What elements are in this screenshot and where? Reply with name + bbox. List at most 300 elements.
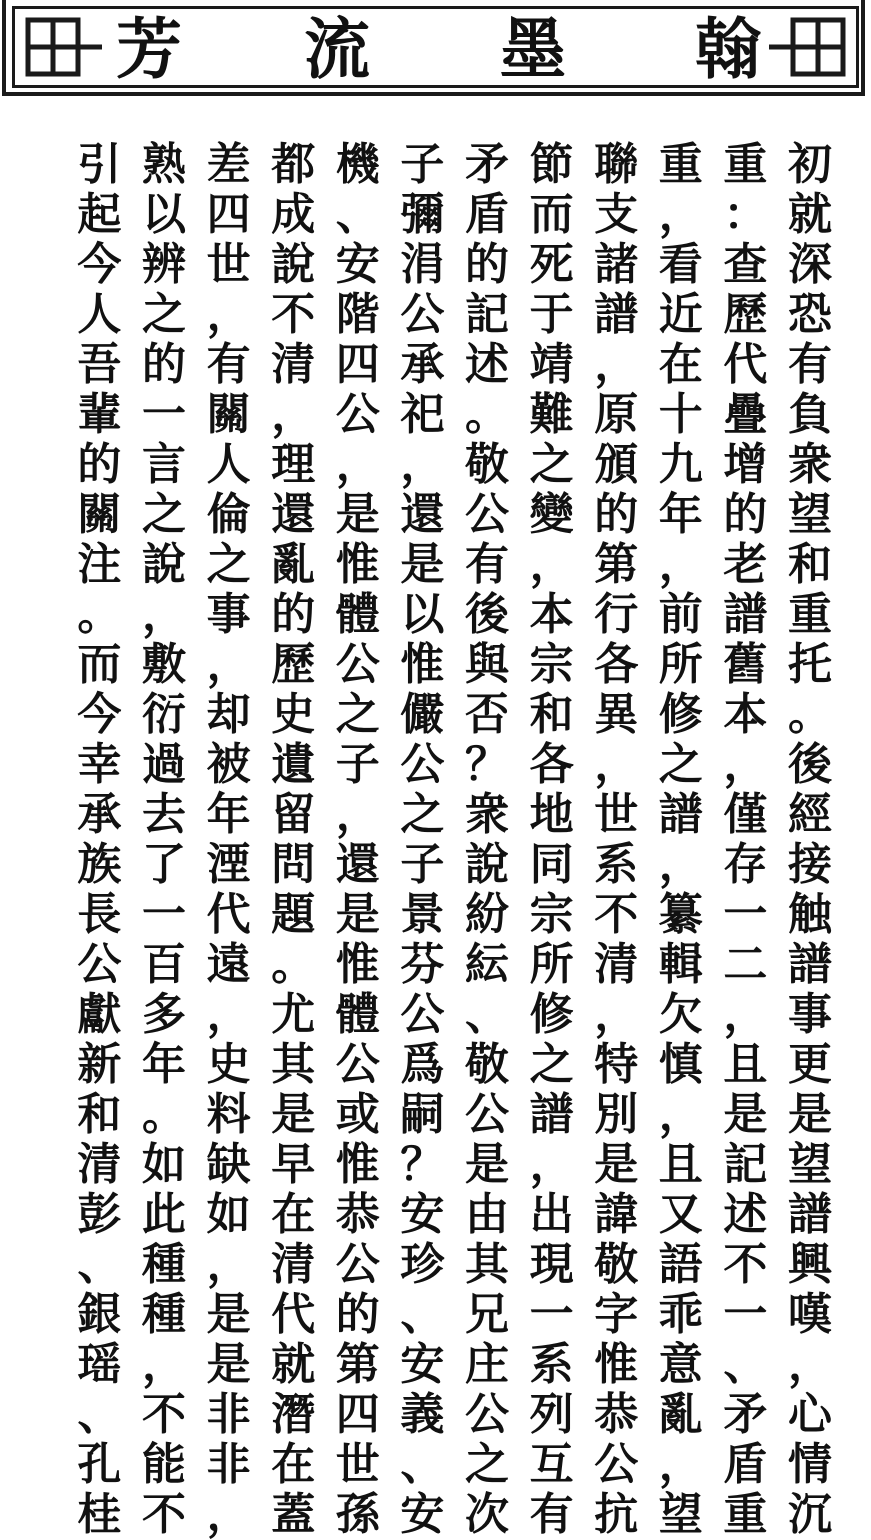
text-char: 望 (788, 489, 832, 540)
text-char: 承 (77, 789, 122, 840)
text-char: 惟 (335, 1139, 380, 1190)
header-title-char: 流 (304, 10, 370, 88)
text-char: 非 (206, 1439, 251, 1490)
text-char: 公 (335, 639, 380, 690)
text-char: 倫 (206, 489, 251, 540)
text-char: ， (206, 639, 251, 690)
text-char: 深 (788, 239, 832, 290)
text-char: 紜 (465, 939, 509, 990)
text-char: 恭 (335, 1189, 380, 1240)
text-char: 是 (206, 1289, 251, 1340)
text-char: 意 (658, 1339, 703, 1390)
text-char: 差 (206, 139, 251, 190)
text-char: ， (723, 989, 768, 1040)
text-char: 是 (206, 1339, 251, 1390)
text-char: 體 (335, 989, 380, 1040)
text-char: 宗 (529, 889, 574, 940)
text-char: 亂 (271, 539, 316, 590)
text-char: 不 (142, 1489, 186, 1540)
text-char: 子 (335, 739, 380, 790)
text-char: 興 (788, 1239, 832, 1290)
text-char: 今 (77, 239, 122, 290)
text-char: 衆 (465, 789, 509, 840)
text-char: 之 (142, 489, 186, 540)
text-char: 清 (271, 1239, 316, 1290)
text-char: 年 (658, 489, 703, 540)
text-char: 體 (335, 589, 380, 640)
text-char: 第 (335, 1339, 380, 1390)
text-column (522, 139, 582, 1540)
text-char: ： (723, 189, 768, 240)
text-column (780, 139, 840, 1540)
text-char: 各 (529, 739, 574, 790)
text-char: 桂 (77, 1489, 122, 1540)
text-char: 恐 (788, 289, 832, 340)
text-char: 近 (658, 289, 703, 340)
text-char: 題 (271, 889, 316, 940)
text-char: 的 (465, 239, 509, 290)
text-char: 死 (529, 239, 574, 290)
text-char: 、 (400, 1439, 445, 1490)
text-char: 一 (142, 889, 186, 940)
text-char: 所 (658, 639, 703, 690)
text-char: 公 (335, 1239, 380, 1290)
text-column (328, 139, 388, 1540)
text-char: ， (658, 1089, 703, 1140)
text-char: 惟 (335, 939, 380, 990)
text-char: 的 (594, 489, 639, 540)
text-char: 蓋 (271, 1489, 316, 1540)
text-char: 纂 (658, 889, 703, 940)
text-char: 更 (788, 1039, 832, 1090)
text-char: 。 (465, 389, 509, 440)
text-char: 不 (723, 1239, 768, 1290)
text-char: 清 (271, 339, 316, 390)
text-char: 代 (723, 339, 768, 390)
text-char: 一 (723, 889, 768, 940)
text-char: 增 (723, 439, 768, 490)
text-char: 紛 (465, 889, 509, 940)
text-char: 承 (400, 339, 445, 390)
text-char: 安 (400, 1189, 445, 1240)
text-char: 安 (400, 1339, 445, 1390)
text-char: 理 (271, 439, 316, 490)
text-char: 有 (206, 339, 251, 390)
text-char: 。 (271, 939, 316, 990)
text-char: 如 (142, 1139, 186, 1190)
text-char: 公 (465, 489, 509, 540)
text-char: 的 (142, 339, 186, 390)
text-char: 庄 (465, 1339, 509, 1390)
text-char: 多 (142, 989, 186, 1040)
text-char: 諱 (594, 1189, 639, 1240)
text-char: 就 (788, 189, 832, 240)
text-char: 望 (658, 1489, 703, 1540)
text-char: 種 (142, 1289, 186, 1340)
text-char: 托 (788, 639, 832, 690)
text-char: 心 (788, 1389, 832, 1440)
text-char: ， (142, 1339, 186, 1390)
text-char: 關 (77, 489, 122, 540)
text-char: 由 (465, 1189, 509, 1240)
text-char: 留 (271, 789, 316, 840)
text-char: 異 (594, 689, 639, 740)
text-char: ， (788, 1339, 832, 1390)
text-char: 獻 (77, 989, 122, 1040)
text-char: 矛 (723, 1389, 768, 1440)
text-column (715, 139, 775, 1540)
text-char: 系 (594, 839, 639, 890)
text-char: 、 (77, 1389, 122, 1440)
text-char: 嘆 (788, 1289, 832, 1340)
text-char: 遺 (271, 739, 316, 790)
text-char: 以 (400, 589, 445, 640)
text-char: 義 (400, 1389, 445, 1440)
text-char: 彌 (400, 189, 445, 240)
text-char: 嗣 (400, 1089, 445, 1140)
text-char: 是 (271, 1089, 316, 1140)
text-char: ， (400, 439, 445, 490)
text-char: 彭 (77, 1189, 122, 1240)
text-char: 乖 (658, 1289, 703, 1340)
text-char: 。 (142, 1089, 186, 1140)
text-char: 。 (788, 689, 832, 740)
text-char: ， (335, 789, 380, 840)
text-char: 料 (206, 1089, 251, 1140)
text-char: 恭 (594, 1389, 639, 1440)
text-char: 後 (465, 589, 509, 640)
text-char: 譜 (723, 589, 768, 640)
text-char: 或 (335, 1089, 380, 1140)
text-char: 又 (658, 1189, 703, 1240)
text-char: 惟 (594, 1339, 639, 1390)
text-char: 、 (335, 189, 380, 240)
text-char: 子 (400, 139, 445, 190)
text-char: 與 (465, 639, 509, 690)
text-char: 重 (658, 139, 703, 190)
text-char: 支 (594, 189, 639, 240)
text-column (69, 139, 129, 1540)
text-char: 譜 (788, 939, 832, 990)
text-char: ， (206, 1239, 251, 1290)
text-column (263, 139, 323, 1540)
text-char: 譜 (594, 289, 639, 340)
text-char: 。 (77, 589, 122, 640)
text-char: 盾 (465, 189, 509, 240)
text-char: 之 (142, 289, 186, 340)
text-char: 公 (400, 289, 445, 340)
text-char: ， (271, 389, 316, 440)
text-char: 機 (335, 139, 380, 190)
text-char: 芬 (400, 939, 445, 990)
text-char: 公 (335, 1039, 380, 1090)
text-char: 湮 (206, 839, 251, 890)
text-char: 之 (658, 739, 703, 790)
text-char: 尤 (271, 989, 316, 1040)
text-char: ， (723, 739, 768, 790)
text-char: 關 (206, 389, 251, 440)
text-char: 公 (77, 939, 122, 990)
text-char: 重 (723, 139, 768, 190)
text-char: 事 (206, 589, 251, 640)
text-char: 節 (529, 139, 574, 190)
text-char: 重 (788, 589, 832, 640)
text-char: 百 (142, 939, 186, 990)
text-char: ， (529, 1139, 574, 1190)
text-char: 、 (77, 1239, 122, 1290)
text-char: 的 (271, 589, 316, 640)
text-char: 就 (271, 1339, 316, 1390)
text-char: 譜 (658, 789, 703, 840)
text-char: 衆 (788, 439, 832, 490)
text-char: 在 (658, 339, 703, 390)
text-char: 之 (529, 1039, 574, 1090)
text-char: 所 (529, 939, 574, 990)
text-char: 潛 (271, 1389, 316, 1440)
text-char: 修 (529, 989, 574, 1040)
text-char: ？ (465, 739, 509, 790)
text-char: 種 (142, 1239, 186, 1290)
text-char: 述 (723, 1189, 768, 1240)
text-char: 宗 (529, 639, 574, 690)
text-char: 老 (723, 539, 768, 590)
text-char: 頒 (594, 439, 639, 490)
text-char: 同 (529, 839, 574, 890)
text-char: 、 (400, 1289, 445, 1340)
text-char: 出 (529, 1189, 574, 1240)
text-char: 是 (465, 1139, 509, 1190)
text-char: 過 (142, 739, 186, 790)
text-char: 年 (206, 789, 251, 840)
text-char: ， (142, 589, 186, 640)
text-char: 諸 (594, 239, 639, 290)
text-char: 和 (77, 1089, 122, 1140)
text-char: 四 (335, 339, 380, 390)
text-char: 第 (594, 539, 639, 590)
text-char: 一 (723, 1289, 768, 1340)
text-char: 是 (723, 1089, 768, 1140)
text-char: 世 (594, 789, 639, 840)
text-char: 變 (529, 489, 574, 540)
text-char: 族 (77, 839, 122, 890)
text-char: 經 (788, 789, 832, 840)
text-char: 代 (206, 889, 251, 940)
text-char: ， (206, 1489, 251, 1540)
text-char: 之 (206, 539, 251, 590)
text-char: 說 (142, 539, 186, 590)
text-char: 字 (594, 1289, 639, 1340)
text-char: 遠 (206, 939, 251, 990)
text-char: 有 (465, 539, 509, 590)
text-char: 語 (658, 1239, 703, 1290)
text-char: 吾 (77, 339, 122, 390)
text-char: 難 (529, 389, 574, 440)
text-char: 今 (77, 689, 122, 740)
text-char: 事 (788, 989, 832, 1040)
text-char: 之 (465, 1439, 509, 1490)
text-char: 史 (206, 1039, 251, 1090)
text-char: 祀 (400, 389, 445, 440)
text-char: 望 (788, 1139, 832, 1190)
text-char: 看 (658, 239, 703, 290)
text-char: 和 (529, 689, 574, 740)
text-char: 敷 (142, 639, 186, 690)
text-char: 查 (723, 239, 768, 290)
text-char: 之 (335, 689, 380, 740)
text-char: ， (206, 989, 251, 1040)
text-char: 代 (271, 1289, 316, 1340)
text-column (392, 139, 452, 1540)
text-char: 能 (142, 1439, 186, 1490)
text-char: 人 (77, 289, 122, 340)
text-char: 公 (465, 1089, 509, 1140)
text-char: 譜 (788, 1189, 832, 1240)
text-char: ？ (400, 1139, 445, 1190)
text-char: 說 (271, 239, 316, 290)
text-char: ， (529, 539, 574, 590)
text-char: 情 (788, 1439, 832, 1490)
text-char: 且 (723, 1039, 768, 1090)
text-char: 珍 (400, 1239, 445, 1290)
text-char: 涓 (400, 239, 445, 290)
text-char: 各 (594, 639, 639, 690)
text-char: 慎 (658, 1039, 703, 1090)
text-char: 地 (529, 789, 574, 840)
text-char: 一 (142, 389, 186, 440)
text-char: 記 (465, 289, 509, 340)
text-char: 現 (529, 1239, 574, 1290)
text-char: 如 (206, 1189, 251, 1240)
text-char: 別 (594, 1089, 639, 1140)
text-char: 述 (465, 339, 509, 390)
text-column (651, 139, 711, 1540)
text-char: 長 (77, 889, 122, 940)
text-char: 修 (658, 689, 703, 740)
text-char: 其 (271, 1039, 316, 1090)
text-char: 公 (400, 989, 445, 1040)
header-title-char: 翰 (695, 10, 761, 88)
text-char: 歷 (271, 639, 316, 690)
text-char: 非 (206, 1389, 251, 1440)
fret-ornament-right (769, 12, 857, 82)
text-char: 儼 (400, 689, 445, 740)
text-char: 靖 (529, 339, 574, 390)
text-char: 敬 (465, 1039, 509, 1090)
text-char: 新 (77, 1039, 122, 1090)
text-char: 公 (594, 1439, 639, 1490)
text-char: 起 (77, 189, 122, 240)
text-column (586, 139, 646, 1540)
text-char: 本 (529, 589, 574, 640)
text-char: ， (594, 339, 639, 390)
text-char: ， (594, 739, 639, 790)
text-char: 否 (465, 689, 509, 740)
text-char: 前 (658, 589, 703, 640)
text-char: 惟 (335, 539, 380, 590)
text-char: 衍 (142, 689, 186, 740)
text-char: 的 (77, 439, 122, 490)
text-char: 史 (271, 689, 316, 740)
text-char: 舊 (723, 639, 768, 690)
text-char: 被 (206, 739, 251, 790)
text-char: 說 (465, 839, 509, 890)
text-char: 此 (142, 1189, 186, 1240)
text-char: 早 (271, 1139, 316, 1190)
text-char: 景 (400, 889, 445, 940)
text-char: 引 (77, 139, 122, 190)
text-char: 去 (142, 789, 186, 840)
text-char: 存 (723, 839, 768, 890)
text-char: 兄 (465, 1289, 509, 1340)
text-char: 沉 (788, 1489, 832, 1540)
text-char: 瑶 (77, 1339, 122, 1390)
text-char: ， (335, 439, 380, 490)
text-char: 後 (788, 739, 832, 790)
text-char: 次 (465, 1489, 509, 1540)
text-char: 以 (142, 189, 186, 240)
text-char: 聯 (594, 139, 639, 190)
text-char: 辨 (142, 239, 186, 290)
text-char: 重 (723, 1489, 768, 1540)
text-char: 敬 (594, 1239, 639, 1290)
text-char: 人 (206, 439, 251, 490)
text-char: 公 (335, 389, 380, 440)
text-char: 爲 (400, 1039, 445, 1090)
text-char: 却 (206, 689, 251, 740)
text-char: ， (206, 289, 251, 340)
text-char: 注 (77, 539, 122, 590)
text-char: 四 (335, 1389, 380, 1440)
text-char: 盾 (723, 1439, 768, 1490)
text-char: 原 (594, 389, 639, 440)
text-char: 系 (529, 1339, 574, 1390)
text-char: 銀 (77, 1289, 122, 1340)
text-char: 于 (529, 289, 574, 340)
text-char: 不 (594, 889, 639, 940)
text-char: 其 (465, 1239, 509, 1290)
text-char: 譜 (529, 1089, 574, 1140)
text-char: ， (658, 1439, 703, 1490)
text-char: 世 (335, 1439, 380, 1490)
text-char: 欠 (658, 989, 703, 1040)
text-char: 特 (594, 1039, 639, 1090)
text-char: 之 (529, 439, 574, 490)
text-char: 歷 (723, 289, 768, 340)
text-char: 、 (723, 1339, 768, 1390)
text-char: 是 (594, 1139, 639, 1190)
text-char: 触 (788, 889, 832, 940)
text-char: 記 (723, 1139, 768, 1190)
text-char: ， (594, 989, 639, 1040)
text-char: 幸 (77, 739, 122, 790)
text-char: 子 (400, 839, 445, 890)
text-char: 和 (788, 539, 832, 590)
text-column (134, 139, 194, 1540)
text-char: ， (658, 189, 703, 240)
text-char: 清 (594, 939, 639, 990)
text-char: 是 (788, 1089, 832, 1140)
text-char: 安 (335, 239, 380, 290)
text-char: 有 (529, 1489, 574, 1540)
text-char: 熟 (142, 139, 186, 190)
text-char: 行 (594, 589, 639, 640)
text-char: 有 (788, 339, 832, 390)
text-char: 安 (400, 1489, 445, 1540)
text-char: 年 (142, 1039, 186, 1090)
text-char: 還 (400, 489, 445, 540)
text-char: 且 (658, 1139, 703, 1190)
text-char: 世 (206, 239, 251, 290)
